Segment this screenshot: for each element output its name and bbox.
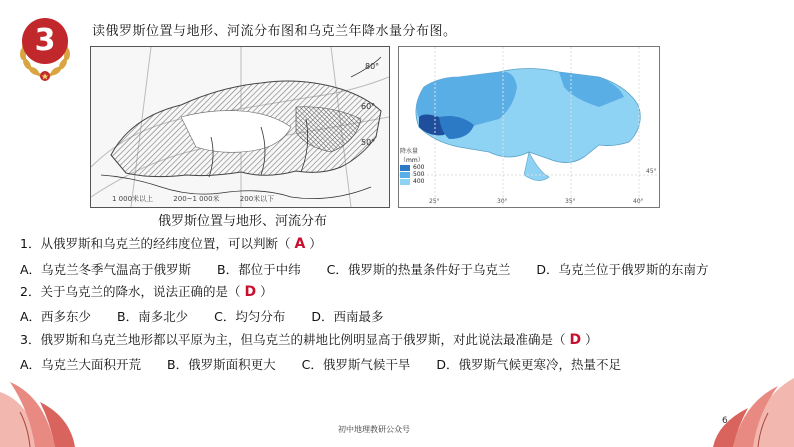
precipitation-legend-title: 降水量（mm） [400,148,424,164]
legend-row-500: 500 [400,171,436,178]
q3-option-b: B．俄罗斯面积更大 [167,357,276,372]
question-1-answer: A [294,236,306,252]
q2-option-a: A．西多东少 [20,309,92,324]
q3-option-d: D．俄罗斯气候更寒冷，热量不足 [436,357,621,372]
legend-row-400: 400 [400,178,436,185]
precipitation-legend [400,146,436,185]
question-2-stem: 2．关于乌克兰的降水，说法正确的是（ [20,284,241,299]
question-3-options [20,355,643,373]
intro-text: 读俄罗斯位置与地形、河流分布图和乌克兰年降水量分布图。 [92,24,457,39]
question-1-options [20,260,730,278]
lon-label-40: 40° [633,198,644,205]
q2-option-d: D．西南最多 [311,309,384,324]
question-3-stem: 3．俄罗斯和乌克兰地形都以平原为主，但乌克兰的耕地比例明显高于俄罗斯，对此说法最准确是（ [20,332,566,347]
russia-map-caption: 俄罗斯位置与地形、河流分布 [158,214,328,229]
legend-row-600: 600 [400,164,436,171]
lon-label-30: 30° [497,198,508,205]
lon-label-35: 35° [565,198,576,205]
question-2-options [20,307,405,325]
lat-label-50: 50° [361,138,376,147]
page-number: 6 [722,416,728,426]
question-3-answer: D [569,332,582,348]
q3-option-a: A．乌克兰大面积开荒 [20,357,142,372]
question-3-close: ） [585,332,598,347]
legend-high: 1 000米以上 [112,195,154,203]
lon-label-25: 25° [429,198,440,205]
lat-label-45: 45° [646,168,657,175]
question-2-answer: D [244,284,257,300]
q1-option-b: B．都位于中纬 [217,262,301,277]
lat-label-60: 60° [361,102,376,111]
q1-option-c: C．俄罗斯的热量条件好于乌克兰 [326,262,511,277]
russia-map-legend [112,194,292,204]
q3-option-c: C．俄罗斯气候干旱 [301,357,411,372]
legend-low: 200米以下 [239,195,275,203]
question-1 [20,234,322,252]
q2-option-c: C．均匀分布 [214,309,286,324]
flower-decoration-left-icon [0,372,90,447]
legend-mid: 200~1 000米 [173,195,220,203]
russia-terrain-map [90,46,390,208]
flower-decoration-right-icon [688,378,794,447]
q2-option-b: B．南多北少 [117,309,189,324]
ukraine-precipitation-map [398,46,660,208]
q1-option-a: A．乌克兰冬季气温高于俄罗斯 [20,262,192,277]
footer-text: 初中地理教研公众号 [338,425,410,434]
question-2-close: ） [260,284,273,299]
question-1-close: ） [309,236,322,251]
question-2 [20,282,273,300]
question-1-stem: 1．从俄罗斯和乌克兰的经纬度位置，可以判断（ [20,236,291,251]
badge-number: 3 [22,18,68,64]
question-3 [20,330,598,348]
lat-label-80: 80° [365,62,380,71]
question-number-badge [14,14,76,86]
q1-option-d: D．乌克兰位于俄罗斯的东南方 [536,262,709,277]
